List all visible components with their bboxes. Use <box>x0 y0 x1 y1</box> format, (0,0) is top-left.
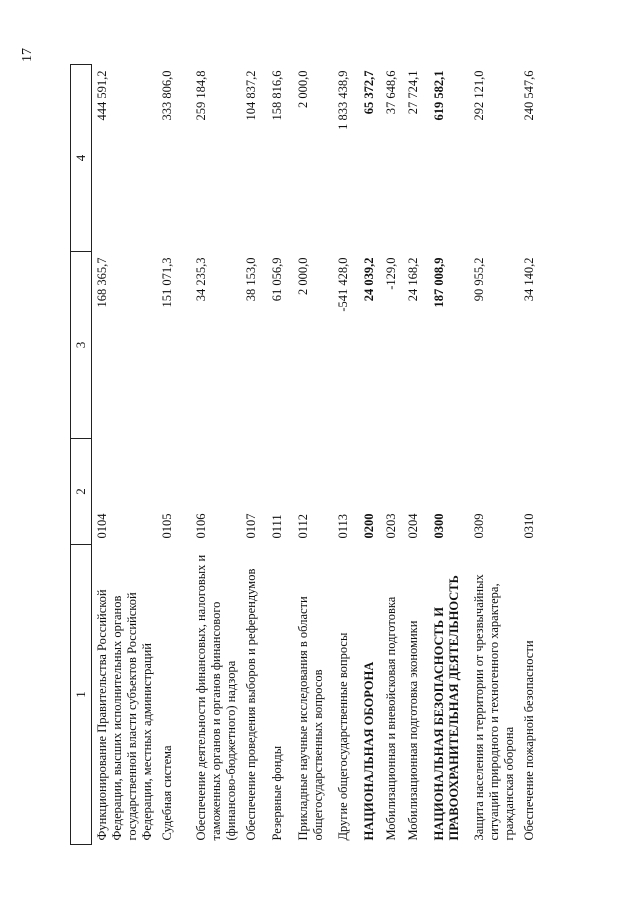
row-code-cell: 0310 <box>522 513 536 539</box>
table-row <box>429 65 469 845</box>
column-header-4: 4 <box>71 65 92 252</box>
row-value-col4-cell: 240 547,6 <box>522 70 536 121</box>
row-value-col4-cell: 333 806,0 <box>160 70 174 121</box>
row-name-cell: Мобилизационная и вневойсковая подготовка <box>384 596 398 841</box>
row-value-col3-cell: 61 056,9 <box>270 257 284 302</box>
row-name-cell: НАЦИОНАЛЬНАЯ БЕЗОПАСНОСТЬ И ПРАВООХРАНИТЕЛЬНАЯ ДЕЯТЕЛЬНОСТЬ <box>432 575 461 841</box>
row-code-cell: 0204 <box>406 513 420 539</box>
row-code-cell: 0104 <box>95 513 109 539</box>
row-value-col3-cell: 24 039,2 <box>362 257 376 302</box>
table-row <box>333 65 359 845</box>
row-value-col3-cell: 168 365,7 <box>95 257 109 308</box>
row-value-col3-cell: 34 140,2 <box>522 257 536 302</box>
row-value-col3-cell: 34 235,3 <box>194 257 208 302</box>
row-value-col4-cell: 158 816,6 <box>270 70 284 121</box>
row-name-cell: Обеспечение проведения выборов и референдумов <box>244 568 258 841</box>
table-row <box>241 65 267 845</box>
row-code-cell: 0106 <box>194 513 208 539</box>
row-value-col4-cell: 2 000,0 <box>296 70 310 108</box>
row-name-cell: Резервные фонды <box>270 745 284 841</box>
table-row <box>267 65 293 845</box>
row-value-col4-cell: 619 582,1 <box>432 70 446 121</box>
table-row <box>381 65 403 845</box>
row-name-cell: Обеспечение деятельности финансовых, налоговых и таможенных органов и органов финансового (финансово-бюджетного) надзора <box>194 554 238 841</box>
table-row <box>469 65 519 845</box>
row-code-cell: 0309 <box>472 513 486 539</box>
row-code-cell: 0111 <box>270 514 284 539</box>
rotated-page-content <box>20 48 570 845</box>
table-row <box>359 65 381 845</box>
table-row <box>403 65 429 845</box>
row-code-cell: 0112 <box>296 513 310 539</box>
row-value-col3-cell: 38 153,0 <box>244 257 258 302</box>
row-name-cell: Прикладные научные исследования в области общегосударственных вопросов <box>296 596 325 841</box>
row-name-cell: Обеспечение пожарной безопасности <box>522 640 536 841</box>
row-value-col3-cell: 90 955,2 <box>472 257 486 302</box>
row-code-cell: 0105 <box>160 513 174 539</box>
row-name-cell: Судебная система <box>160 745 174 841</box>
row-code-cell: 0113 <box>336 513 350 539</box>
table-row <box>157 65 191 845</box>
row-code-cell: 0107 <box>244 513 258 539</box>
row-value-col3-cell: -129,0 <box>384 257 398 290</box>
table-row <box>191 65 241 845</box>
table-row <box>293 65 333 845</box>
row-name-cell: НАЦИОНАЛЬНАЯ ОБОРОНА <box>362 661 376 841</box>
row-value-col3-cell: 187 008,9 <box>432 257 446 308</box>
row-name-cell: Функционирование Правительства Российской Федерации, высших исполнительных органов государственной власти субъектов Российской Федерации, местных администраций <box>95 589 154 841</box>
row-value-col4-cell: 444 591,2 <box>95 70 109 121</box>
row-value-col4-cell: 27 724,1 <box>406 70 420 115</box>
row-value-col4-cell: 1 833 438,9 <box>336 70 350 130</box>
row-name-cell: Мобилизационная подготовка экономики <box>406 620 420 841</box>
table-row <box>92 65 158 845</box>
row-value-col4-cell: 292 121,0 <box>472 70 486 121</box>
table-header-row <box>71 65 92 845</box>
row-value-col3-cell: 151 071,3 <box>160 257 174 308</box>
row-name-cell: Другие общегосударственные вопросы <box>336 632 350 841</box>
table-body <box>92 65 546 845</box>
row-value-col3-cell: 24 168,2 <box>406 257 420 302</box>
row-value-col3-cell: 2 000,0 <box>296 257 310 295</box>
column-header-1: 1 <box>71 545 92 845</box>
row-value-col3-cell: -541 428,0 <box>336 257 350 312</box>
row-value-col4-cell: 259 184,8 <box>194 70 208 121</box>
row-code-cell: 0200 <box>362 513 376 539</box>
row-name-cell: Защита населения и территории от чрезвычайных ситуаций природного и техногенного характера, гражданская оборона <box>472 574 516 841</box>
budget-table <box>70 64 545 845</box>
row-value-col4-cell: 37 648,6 <box>384 70 398 115</box>
row-code-cell: 0300 <box>432 513 446 539</box>
table-row <box>519 65 545 845</box>
column-header-2: 2 <box>71 439 92 545</box>
page-number: 17 <box>20 48 35 62</box>
column-header-3: 3 <box>71 252 92 439</box>
row-code-cell: 0203 <box>384 513 398 539</box>
row-value-col4-cell: 104 837,2 <box>244 70 258 121</box>
row-value-col4-cell: 65 372,7 <box>362 70 376 115</box>
